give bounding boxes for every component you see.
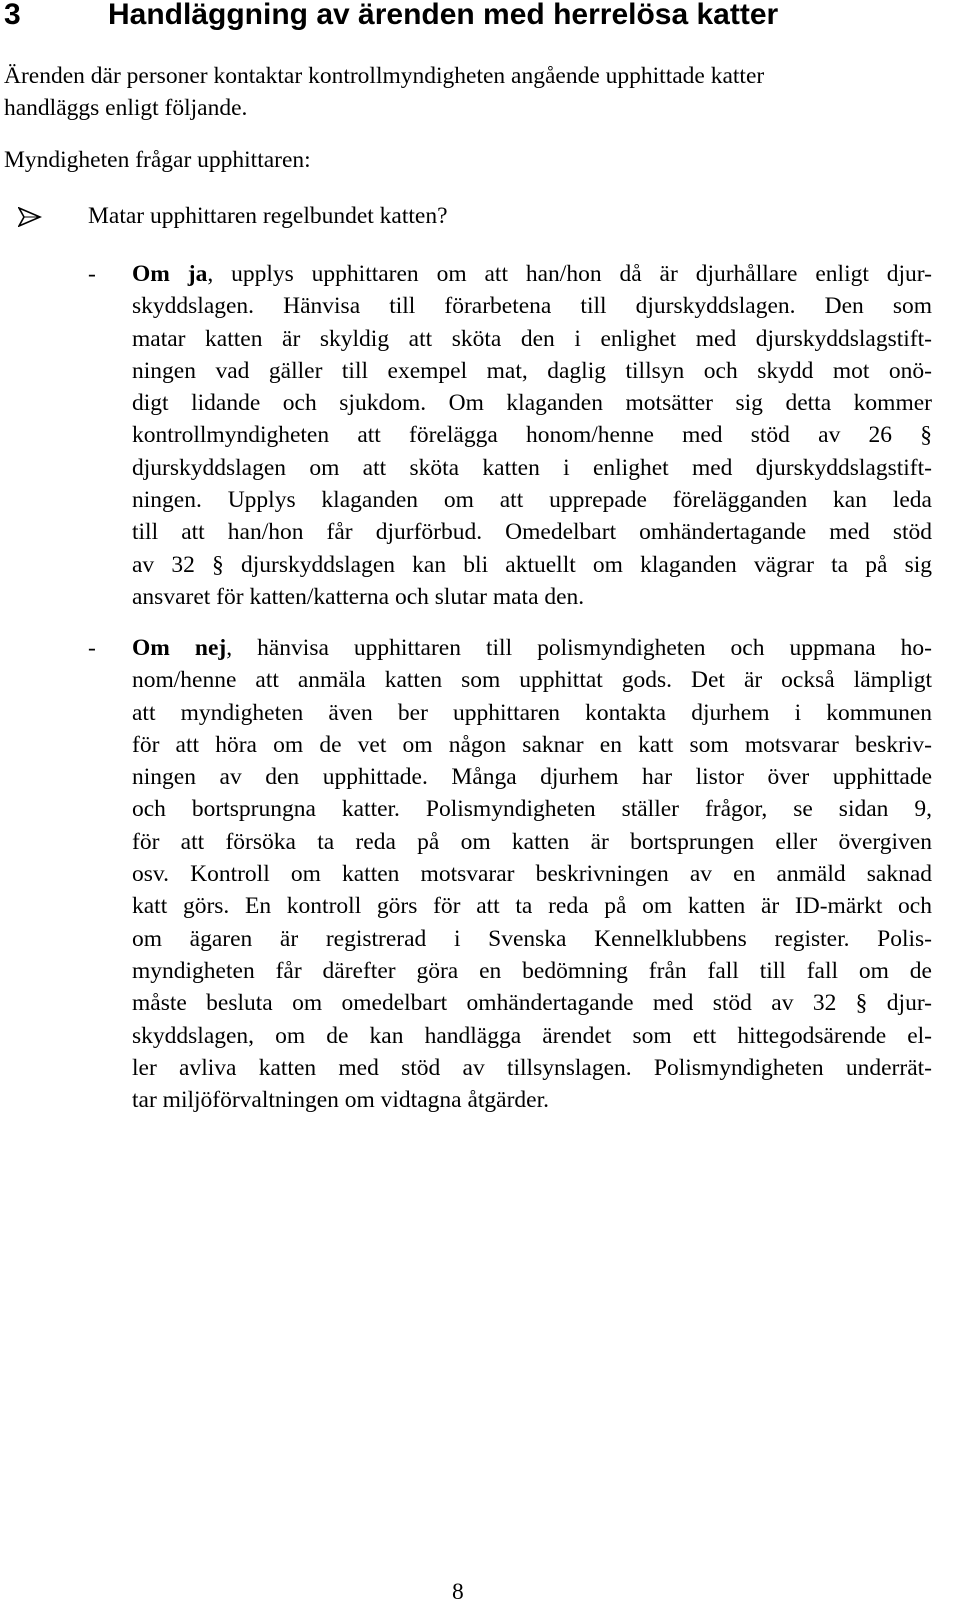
question-intro: Myndigheten frågar upphittaren: xyxy=(4,147,311,173)
answer-no-lead: Om nej xyxy=(132,635,227,661)
answer-yes-lead: Om ja xyxy=(132,261,208,287)
section-heading xyxy=(4,0,778,36)
answer-no-text: Om nej, hänvisa upphittaren till polismyndigheten och uppmana ho- nom/henne att anmäla katten som upphittat gods. Det är också lämpligt att myndigheten även ber upphittaren kontakta djurhem i kommunen för att höra om de vet om någon saknar en katt som motsvarar beskriv- ningen av den upphittade. Många djurhem har listor över upphittade och bortsprungna katter. Polismyndigheten ställer frågor, se sidan 9, för att försöka ta reda på om katten är bortsprungen eller övergiven osv. Kontroll om katten motsvarar beskrivningen av en anmäld saknad katt görs. En kontroll görs för att ta reda på om katten är ID-märkt och om ägaren är registrerad i Svenska Kennelklubbens register. Polis- myndigheten får därefter göra en bedömning från fall till fall om de måste besluta om omedelbart omhändertagande med stöd av 32 § djur- skyddslagen, om de kan handlägga ärendet som ett hittegodsärende el- ler avliva katten med stöd av tillsynslagen. Polismyndigheten underrät- tar miljöförvaltningen om vidtagna åtgärder. xyxy=(132,635,932,1114)
intro-line-1: Ärenden där personer kontaktar kontrollmyndigheten angående upphittade katter xyxy=(4,63,765,89)
intro-paragraph xyxy=(4,60,944,124)
section-title: Handläggning av ärenden med herrelösa katter xyxy=(108,0,779,31)
dash-marker: - xyxy=(88,261,96,287)
page-number: 8 xyxy=(452,1579,464,1605)
dash-marker: - xyxy=(88,635,96,661)
arrow-bullet-icon xyxy=(18,207,42,227)
answer-yes-text: Om ja, upplys upphittaren om att han/hon då är djurhållare enligt djur- skyddslagen. Hänvisa till förarbetena till djurskyddslagen. Den som matar katten är skyldig att sköta den i enlighet med djurskyddslagstift- ningen vad gäller till exempel mat, daglig tillsyn och skydd mot onö- digt lidande och sjukdom. Om klaganden motsätter sig detta kommer kontrollmyndigheten att förelägga honom/henne med stöd av 26 § djurskyddslagen om att sköta katten i enlighet med djurskyddslagstift- ningen. Upplys klaganden om att upprepade förelägganden kan leda till att han/hon får djurförbud. Omedelbart omhändertagande med stöd av 32 § djurskyddslagen kan bli aktuellt om klaganden vägrar ta på sig ansvaret för katten/katterna och slutar mata den. xyxy=(132,261,932,610)
section-number: 3 xyxy=(4,0,21,31)
intro-line-2: handläggs enligt följande. xyxy=(4,95,248,121)
bullet-text: Matar upphittaren regelbundet katten? xyxy=(88,203,448,229)
